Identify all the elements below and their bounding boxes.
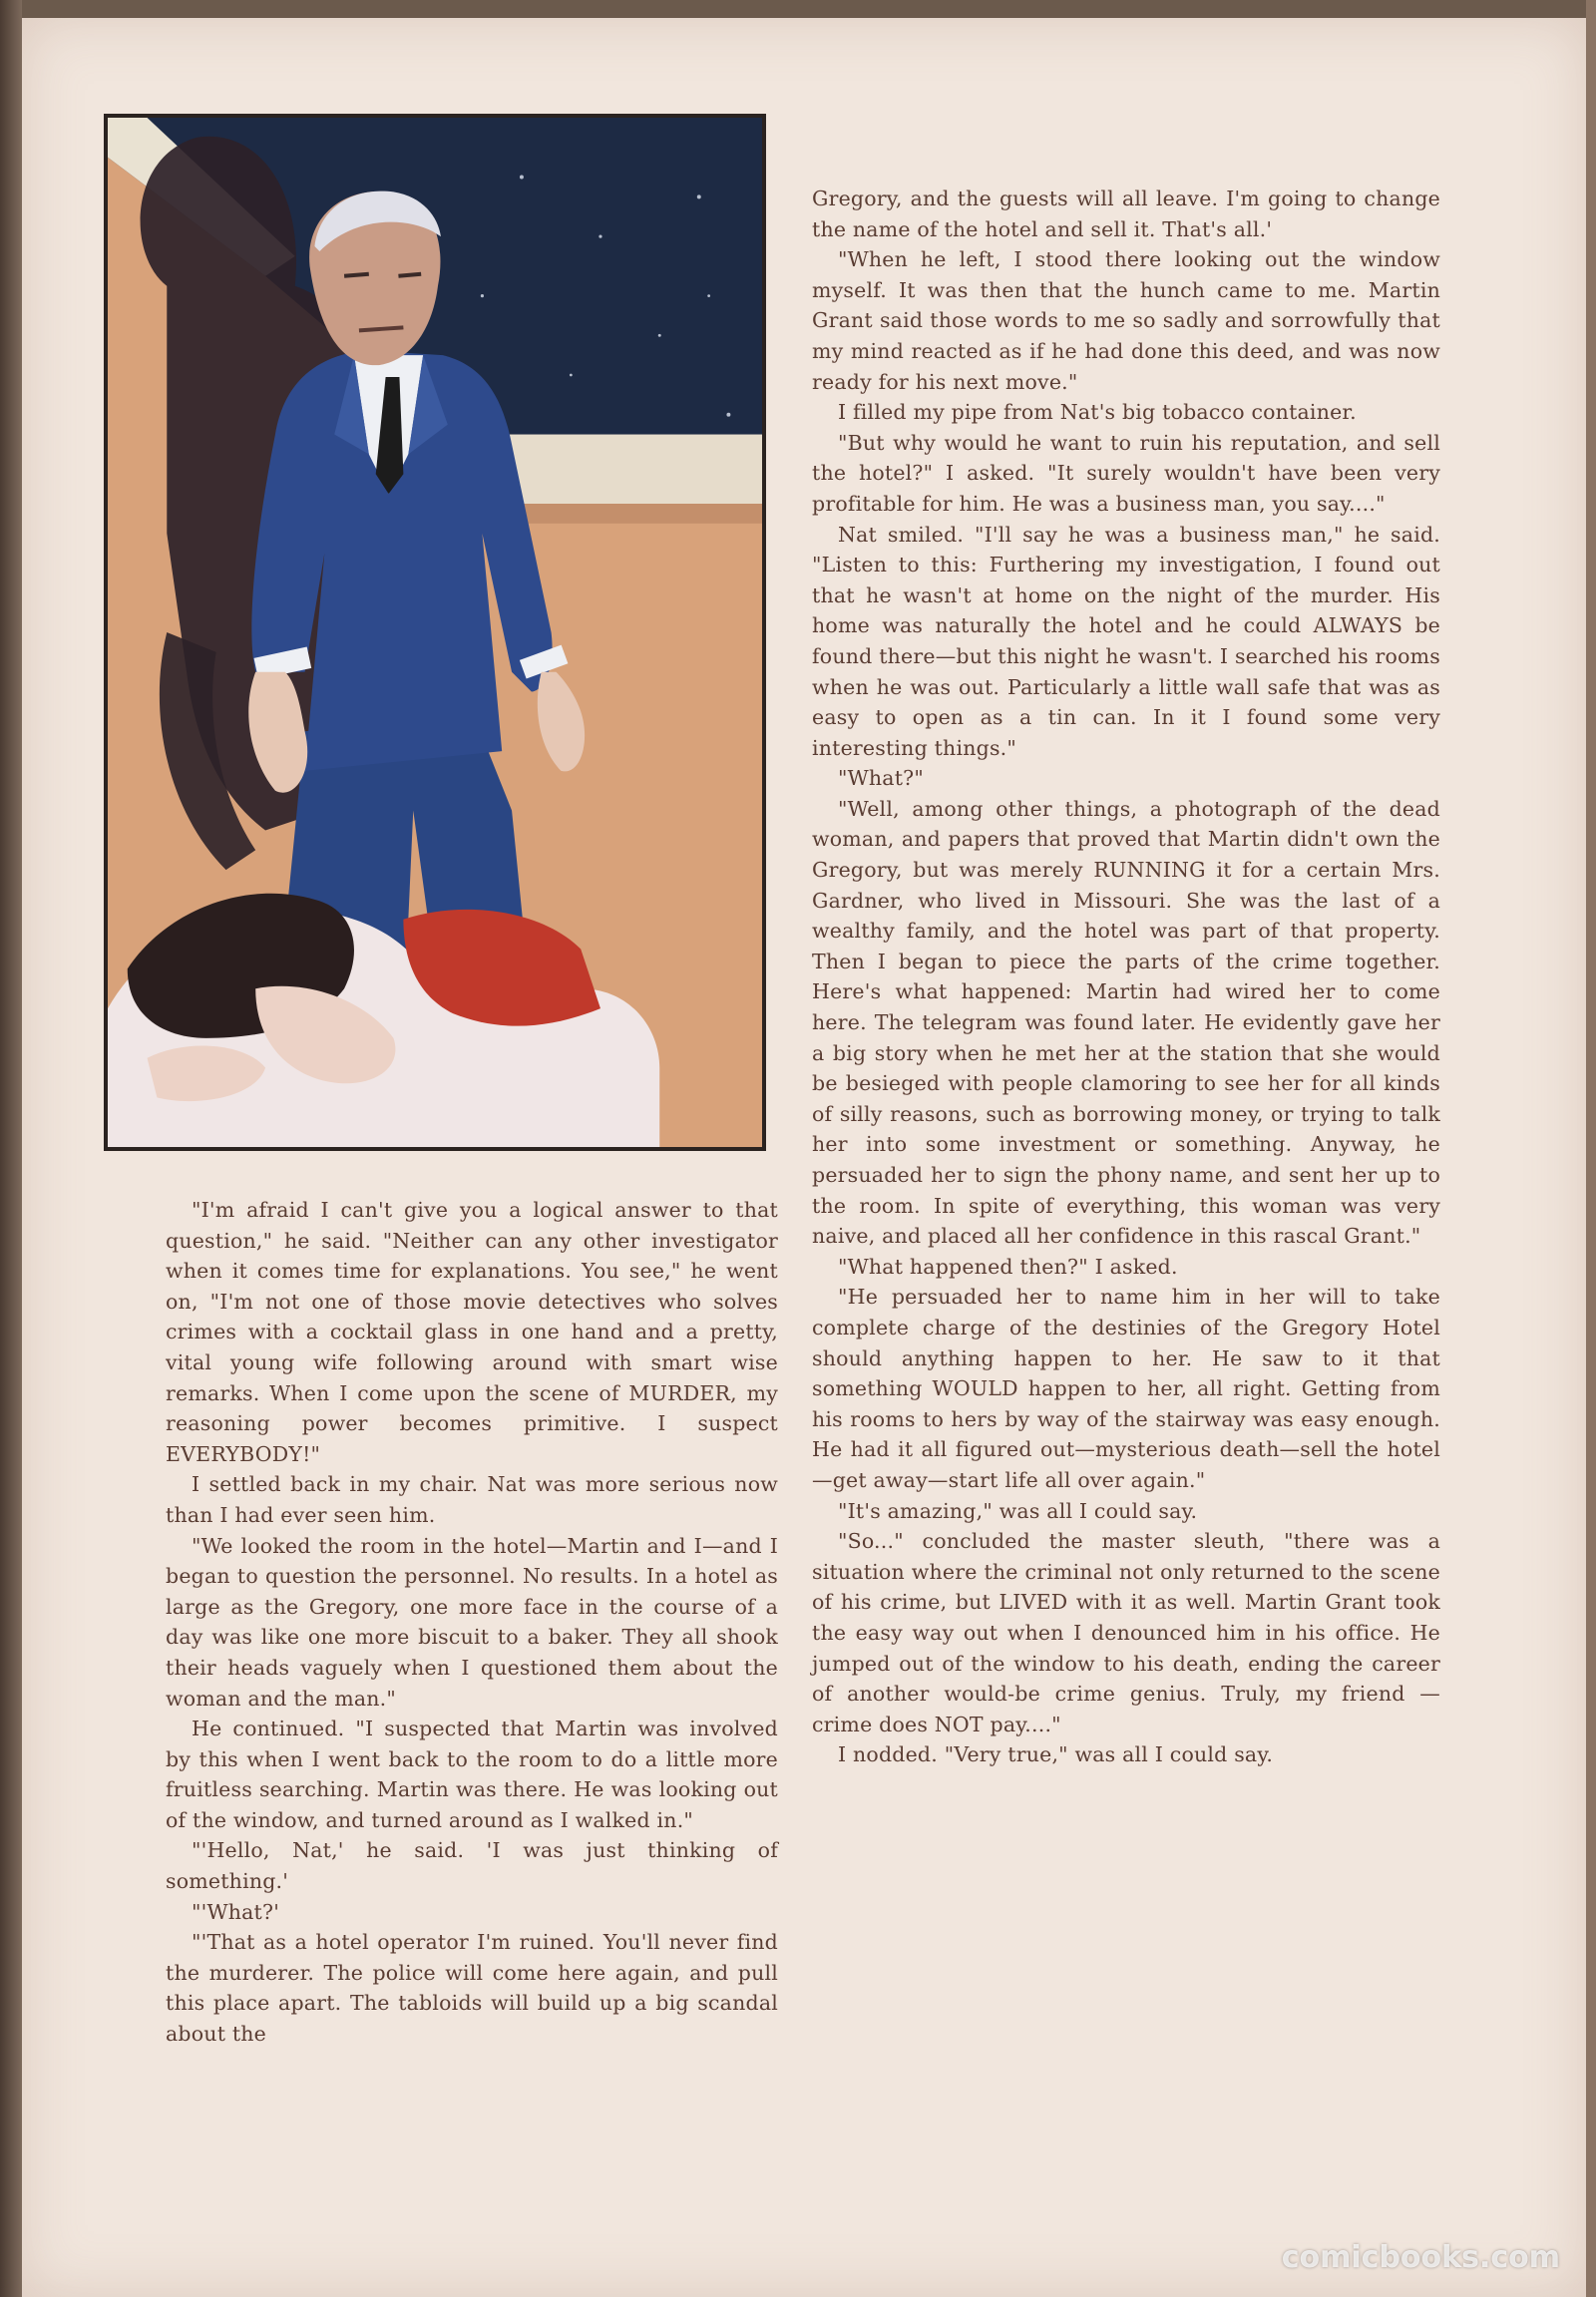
site-watermark: comicbooks.com (1281, 2240, 1560, 2275)
story-illustration (104, 114, 766, 1151)
page-binding-edge (0, 0, 22, 2297)
paragraph: "When he left, I stood there looking out the window myself. It was then that the hunch came to me. Martin Grant said those words to me so sadly and sorrowfully that my mind reacted as if he had done this deed, and was now ready for his next move." (812, 247, 1440, 394)
paragraph: Nat smiled. "I'll say he was a business man," he said. "Listen to this: Furthering my investigation, I found out that he wasn't at home on the night of the murder. His home was naturally the hotel and he could ALWAYS be found there—but this night he wasn't. I searched his rooms when he was out. Particularly a little wall safe that was as easy to open as a tin can. In it I found some very interesting things." (812, 522, 1440, 760)
paragraph: Gregory, and the guests will all leave. I'm going to change the name of the hotel and sell it. That's all.' (812, 187, 1440, 241)
paragraph: "'What?' (192, 1899, 280, 1924)
paragraph: I settled back in my chair. Nat was more serious now than I had ever seen him. (166, 1472, 778, 1527)
illustration-man-over-body-icon (108, 118, 762, 1147)
paragraph: "So..." concluded the master sleuth, "there was a situation where the criminal not only returned to the scene of his crime, but LIVED with it as well. Martin Grant took the easy way out when I denounced him in his office. He jumped out of the window to his death, ending the career of another would-be crime genius. Truly, my friend — crime does NOT pay...." (812, 1529, 1440, 1736)
paragraph: He continued. "I suspected that Martin was involved by this when I went back to the room to do a little more fruitless searching. Martin was there. He was looking out of the window, and turned around as I walked in." (166, 1717, 778, 1832)
paragraph: "He persuaded her to name him in her will to take complete charge of the destinies of the Gregory Hotel should anything happen to her. He saw to it that something WOULD happen to her, all right. Getting from his rooms to hers by way of the stairway was easy enough. He had it all figured out—mysterious death—sell the hotel—get away—start life all over again." (812, 1285, 1440, 1492)
paragraph: "Well, among other things, a photograph of the dead woman, and papers that proved that Martin didn't own the Gregory, but was merely RUNNING it for a certain Mrs. Gardner, who lived in Missouri. She was the last of a wealthy family, and the hotel was part of that property. Then I began to piece the parts of the crime together. Here's what happened: Martin had wired her to come here. The telegram was found later. He evidently gave her a big story when he met her at the station that she would be besieged with people clamoring to see her for all kinds of silly reasons, such as borrowing money, or trying to talk her into some investment or something. Anyway, he persuaded her to sign the phony name, and sent her up to the room. In spite of everything, this woman was very naive, and placed all her confidence in this rascal Grant." (812, 796, 1440, 1249)
paragraph: "I'm afraid I can't give you a logical answer to that question," he said. "Neither can any other investigator when it comes time for explanations. You see," he went on, "I'm not one of those movie detectives who solves crimes with a cocktail glass in one hand and a pretty, vital young wife following around with smart wise remarks. When I come upon the scene of MURDER, my reasoning power becomes primitive. I suspect EVERYBODY!" (166, 1198, 778, 1466)
paragraph: "What?" (838, 766, 924, 791)
paragraph: "'Hello, Nat,' he said. 'I was just thinking of something.' (166, 1838, 778, 1894)
right-text-column (812, 184, 1440, 1770)
paragraph: I filled my pipe from Nat's big tobacco container. (838, 400, 1357, 425)
left-text-column (166, 1195, 778, 2050)
page-right-edge (1586, 0, 1596, 2297)
paragraph: "But why would he want to ruin his reputation, and sell the hotel?" I asked. "It surely wouldn't have been very profitable for him. He was a business man, you say...." (812, 430, 1440, 516)
paragraph: "What happened then?" I asked. (838, 1254, 1178, 1279)
paragraph: "It's amazing," was all I could say. (838, 1498, 1198, 1523)
paragraph: "We looked the room in the hotel—Martin and I—and I began to question the personnel. No results. In a hotel as large as the Gregory, one more face in the course of a day was like one more biscuit to a baker. They all shook their heads vaguely when I questioned them about the woman and the man." (166, 1533, 778, 1711)
paragraph: I nodded. "Very true," was all I could say. (838, 1742, 1274, 1767)
paragraph: "'That as a hotel operator I'm ruined. You'll never find the murderer. The police will come here again, and pull this place apart. The tabloids will build up a big scandal about the (166, 1930, 778, 2047)
